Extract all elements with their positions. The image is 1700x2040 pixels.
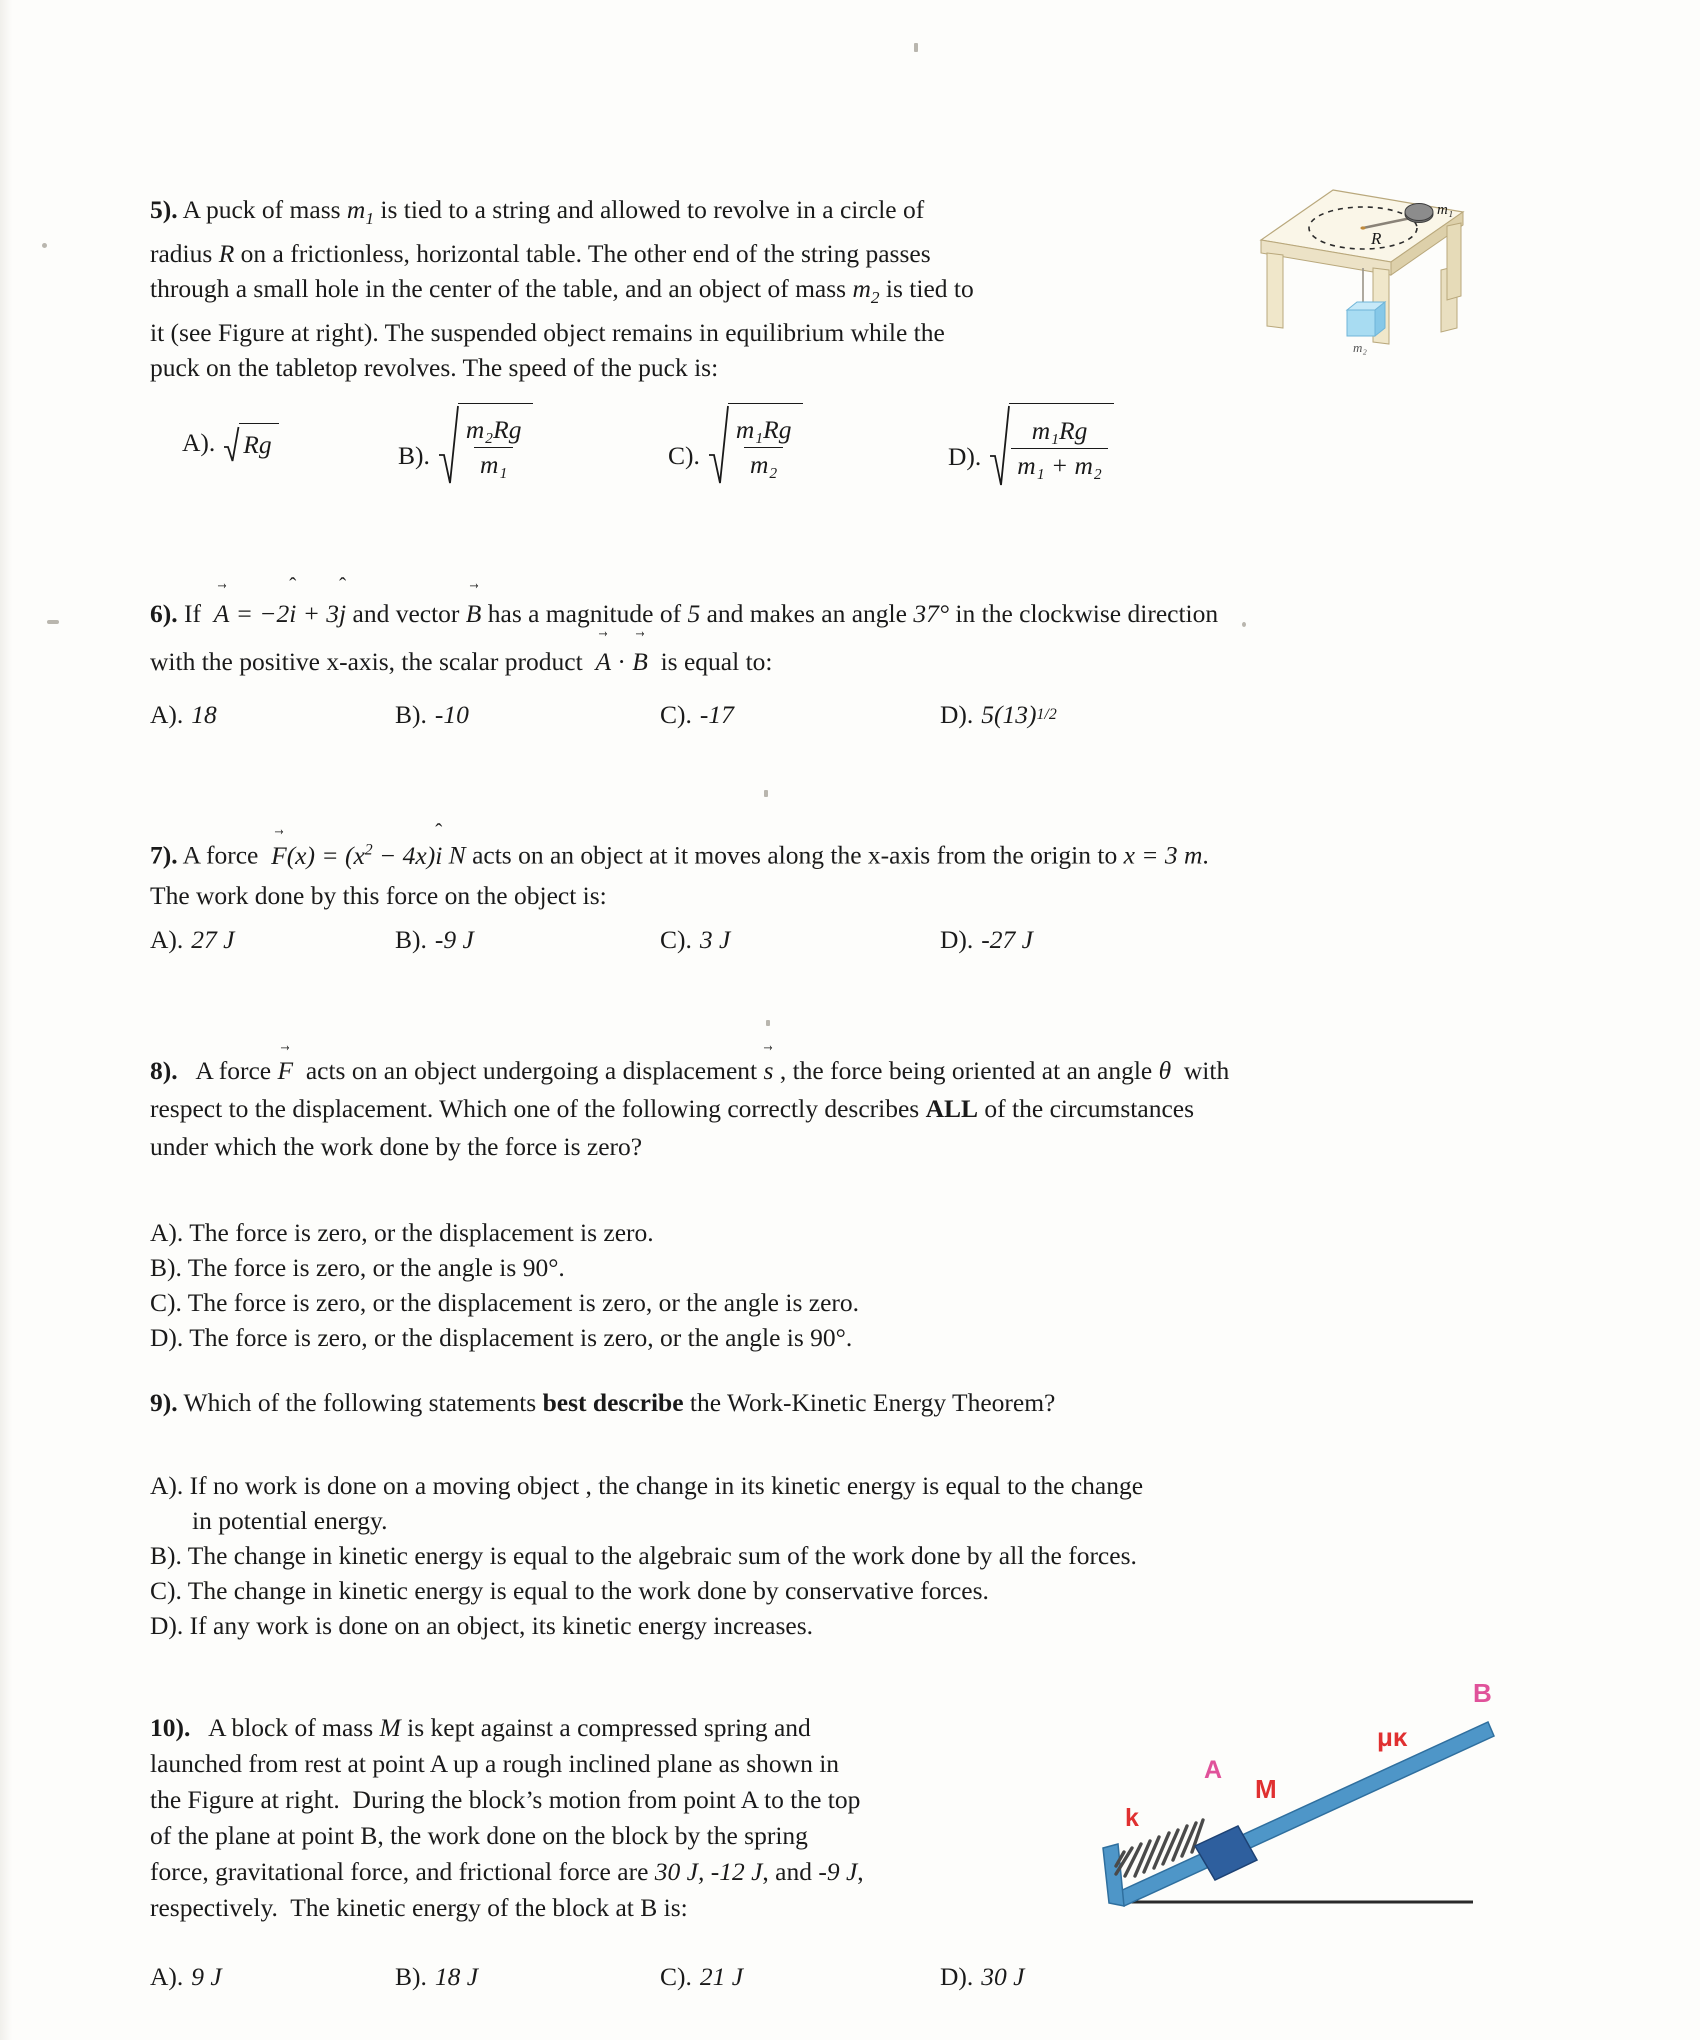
option-9-B[interactable]: B). The change in kinetic energy is equal to the algebraic sum of the work done by all the forces. [150,1541,1137,1570]
question-5 [150,192,1180,385]
option-9-D[interactable]: D). If any work is done on an object, its kinetic energy increases. [150,1611,814,1640]
figure-block-spring-on-incline [1085,1680,1505,1940]
choice-5-D-wrap [948,403,1114,489]
choice-6-C[interactable]: C). -17 [660,700,734,729]
scan-edge-artifact [0,0,12,2040]
figure-label-M: M [1255,1774,1277,1804]
question-9-options [150,1468,1400,1643]
scan-speck [47,620,59,624]
question-10-choices [150,1962,1270,1992]
choice-10-C[interactable]: C). 21 J [660,1962,744,1991]
option-9-A[interactable]: A). If no work is done on a moving object , the change in its kinetic energy is equal to the change [150,1471,1144,1500]
scan-speck [764,790,768,797]
sqrt-Rg [223,423,278,463]
figure-label-k: k [1125,1804,1139,1832]
option-8-C[interactable]: C). The force is zero, or the displacement is zero, or the angle is zero. [150,1288,860,1317]
question-5-number: 5). [150,195,178,224]
question-7 [150,830,1550,916]
question-7-text: 7). A force $F \to(x) = (x^2 - 4x)i$ ˆ N acts on an object at it moves along the x-axis from the origin to x = 3 m. The work done by this force on the object is: [150,830,1550,916]
question-10-text: 10). A block of mass M is kept against a compressed spring and launched from rest at point A up a rough inclined plane as shown in the Figure at right. During the block’s motion from point A to the top of the plane at point B, the work done on the block by the spring force, gravitational force, and frictional force are 30 J, -12 J, and -9 J, respectively. The kinetic energy of the block at B is: [150,1713,864,1922]
question-5-choices [182,423,279,463]
sqrt-m2Rg-over-m1 [438,403,534,487]
choice-5-A[interactable]: A). Rg [182,423,279,463]
question-9-text: 9). Which of the following statements best describe the Work-Kinetic Energy Theorem? [150,1388,1056,1417]
scan-speck [42,243,47,248]
question-8 [150,1052,1550,1166]
option-8-A[interactable]: A). The force is zero, or the displacement is zero. [150,1218,654,1247]
question-9-bold-phrase: best describe [542,1388,684,1417]
choice-10-A[interactable]: A). 9 J [150,1962,222,1991]
choice-5-D[interactable]: D). $\frac{\text{m₁Rg}}{\text{m₁ + m₂}}$ [948,403,1114,489]
sqrt-m1Rg-over-m2 [708,403,804,487]
fraction-5-C: $\frac{\text{m₁Rg}}{\text{m₂}}$ [735,414,792,479]
choice-6-B[interactable]: B). -10 [395,700,469,729]
scan-speck [914,43,918,52]
question-7-number: 7). [150,840,178,870]
question-6-number: 6). [150,599,178,628]
question-9-number: 9). [150,1388,178,1417]
choice-5-C-wrap [668,403,803,487]
question-10 [150,1710,1050,1926]
choice-5-B-wrap [398,403,533,487]
question-7-choices [150,925,1270,955]
question-8-text: 8). A force F → acts on an object undergoing a displacement s → , the force being oriented at an angle θ with respect to the displacement. Which one of the following correctly describes ALL of the circumstances under which the work done by the force is zero? [150,1052,1550,1166]
choice-6-D[interactable]: D). 5(13) 1/2 [940,700,1057,729]
figure-label-R: R [1371,229,1382,248]
choice-10-D[interactable]: D). 30 J [940,1962,1025,1991]
question-9 [150,1385,1550,1420]
choice-5-B[interactable]: B). $\frac{\text{m₂Rg}}{\text{m₁}}$ [398,403,533,487]
figure-label-m2: m₂ [1353,340,1367,355]
question-6-choices [150,700,1270,730]
option-8-B[interactable]: B). The force is zero, or the angle is 90°. [150,1253,565,1282]
choice-6-A[interactable]: A). 18 [150,700,217,729]
option-9-A-continued: in potential energy. [192,1506,388,1535]
choice-7-C[interactable]: C). 3 J [660,925,731,954]
figure-label-mu-k: μκ [1377,1722,1408,1752]
sqrt-m1Rg-over-m1-plus-m2 [989,403,1114,489]
figure-label-m1: m₁ [1437,202,1454,218]
fraction-5-B: $\frac{\text{m₂Rg}}{\text{m₁}}$ [465,414,522,479]
option-9-C[interactable]: C). The change in kinetic energy is equal to the work done by conservative forces. [150,1576,989,1605]
question-10-number: 10). [150,1713,191,1742]
question-8-options [150,1215,1350,1355]
radicand-5-A: Rg [239,423,278,463]
choice-10-B[interactable]: B). 18 J [395,1962,479,1991]
choice-7-A[interactable]: A). 27 J [150,925,235,954]
option-8-D[interactable]: D). The force is zero, or the displacement is zero, or the angle is 90°. [150,1323,853,1352]
figure-label-A: A [1204,1756,1223,1784]
question-6-text: 6). If A → = −2i ˆ + 3j ˆ and vector B → has a magnitude of 5 and makes an angle 37° in the clockwise direction with the positive x-axis, the scalar product A → · B → is equal to: [150,590,1550,686]
question-6 [150,590,1550,686]
choice-5-C[interactable]: C). $\frac{\text{m₁Rg}}{\text{m₂}}$ [668,403,803,487]
question-8-number: 8). [150,1056,178,1085]
choice-6-D-exponent: 1/2 [1036,706,1057,723]
figure-rotating-puck-on-table [1245,178,1485,368]
choice-7-B[interactable]: B). -9 J [395,925,474,954]
scan-speck [766,1020,770,1026]
figure-label-B: B [1473,1678,1492,1708]
fraction-5-D: $\frac{\text{m₁Rg}}{\text{m₁ + m₂}}$ [1011,416,1108,481]
question-5-text: 5). A puck of mass $m_1$ is tied to a string and allowed to revolve in a circle of radius R on a frictionless, horizontal table. The other end of the string passes through a small hole in the center of the table, and an object of mass $m_2$ is tied to it (see Figure at right). The suspended object remains in equilibrium while the puck on the tabletop revolves. The speed of the puck is: [150,195,974,383]
choice-7-D[interactable]: D). -27 J [940,925,1033,954]
